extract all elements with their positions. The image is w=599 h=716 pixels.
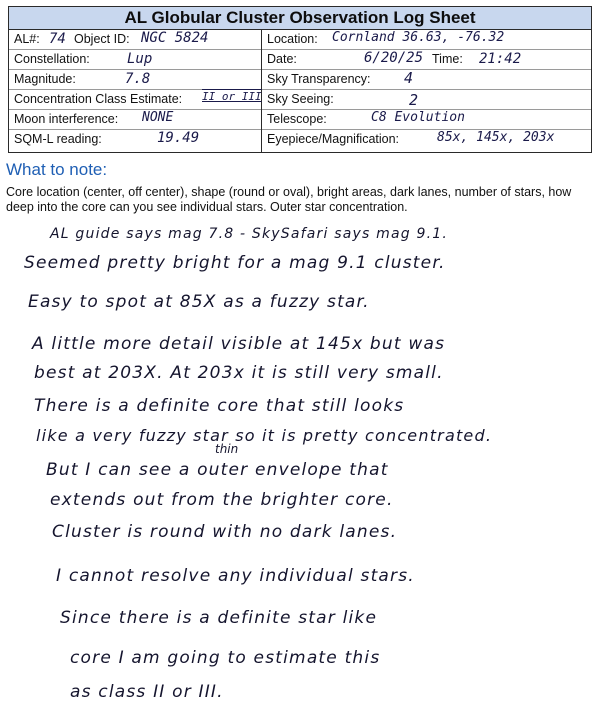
note-line: AL guide says mag 7.8 - SkySafari says mag 9.1.: [50, 226, 449, 242]
sqml-reading-value: 19.49: [157, 130, 200, 146]
note-line: There is a definite core that still looks: [34, 396, 405, 416]
constellation-label: Constellation:: [14, 52, 90, 66]
sheet-title: AL Globular Cluster Observation Log Sheet: [9, 7, 591, 30]
date-label: Date:: [267, 52, 297, 66]
note-line: Seemed pretty bright for a mag 9.1 cluster.: [24, 253, 446, 273]
sky-transparency-label: Sky Transparency:: [267, 72, 371, 86]
object-id-value: NGC 5824: [141, 30, 209, 46]
observation-log-sheet: [8, 6, 592, 153]
magnitude-value: 7.8: [125, 71, 151, 87]
note-line: But I can see a outer envelope that: [46, 460, 389, 480]
sky-seeing-value: 2: [409, 91, 419, 109]
constellation-value: Lup: [127, 51, 153, 67]
note-line: extends out from the brighter core.: [50, 490, 394, 510]
note-line: core I am going to estimate this: [70, 648, 381, 668]
notes-heading: What to note:: [6, 160, 108, 179]
telescope-label: Telescope:: [267, 112, 327, 126]
note-line: A little more detail visible at 145x but was: [32, 334, 446, 354]
time-value: 21:42: [479, 51, 522, 67]
eyepiece-label: Eyepiece/Magnification:: [267, 132, 400, 146]
telescope-value: C8 Evolution: [371, 110, 465, 125]
note-line: I cannot resolve any individual stars.: [56, 566, 415, 586]
location-value: Cornland 36.63, -76.32: [332, 30, 505, 45]
note-line: Since there is a definite star like: [60, 608, 378, 628]
note-line: Easy to spot at 85X as a fuzzy star.: [28, 292, 370, 312]
date-value: 6/20/25: [364, 50, 424, 66]
sky-seeing-label: Sky Seeing:: [267, 92, 334, 106]
note-line: Cluster is round with no dark lanes.: [52, 522, 398, 542]
insert-caret-thin: thin: [215, 442, 239, 456]
moon-interference-value: NONE: [142, 110, 174, 125]
sqml-reading-label: SQM-L reading:: [14, 132, 102, 146]
concentration-class-label: Concentration Class Estimate:: [14, 92, 183, 106]
al-number-value: 74: [49, 31, 66, 47]
al-number-label: AL#:: [14, 32, 40, 46]
note-line: as class II or III.: [70, 682, 224, 702]
location-label: Location:: [267, 32, 318, 46]
concentration-class-value: II or III: [202, 90, 262, 103]
note-line: best at 203X. At 203x it is still very small.: [34, 363, 444, 383]
magnitude-label: Magnitude:: [14, 72, 76, 86]
time-label: Time:: [432, 52, 463, 66]
sky-transparency-value: 4: [404, 69, 414, 87]
object-id-label: Object ID:: [74, 32, 130, 46]
note-line: like a very fuzzy star so it is pretty concentrated.: [36, 426, 493, 445]
moon-interference-label: Moon interference:: [14, 112, 119, 126]
handwritten-notes: [0, 220, 599, 716]
eyepiece-value: 85x, 145x, 203x: [437, 130, 555, 145]
notes-description: Core location (center, off center), shape (round or oval), bright areas, dark lanes, number of stars, how deep into the core can you see individual stars. Outer star concentration.: [6, 185, 572, 214]
